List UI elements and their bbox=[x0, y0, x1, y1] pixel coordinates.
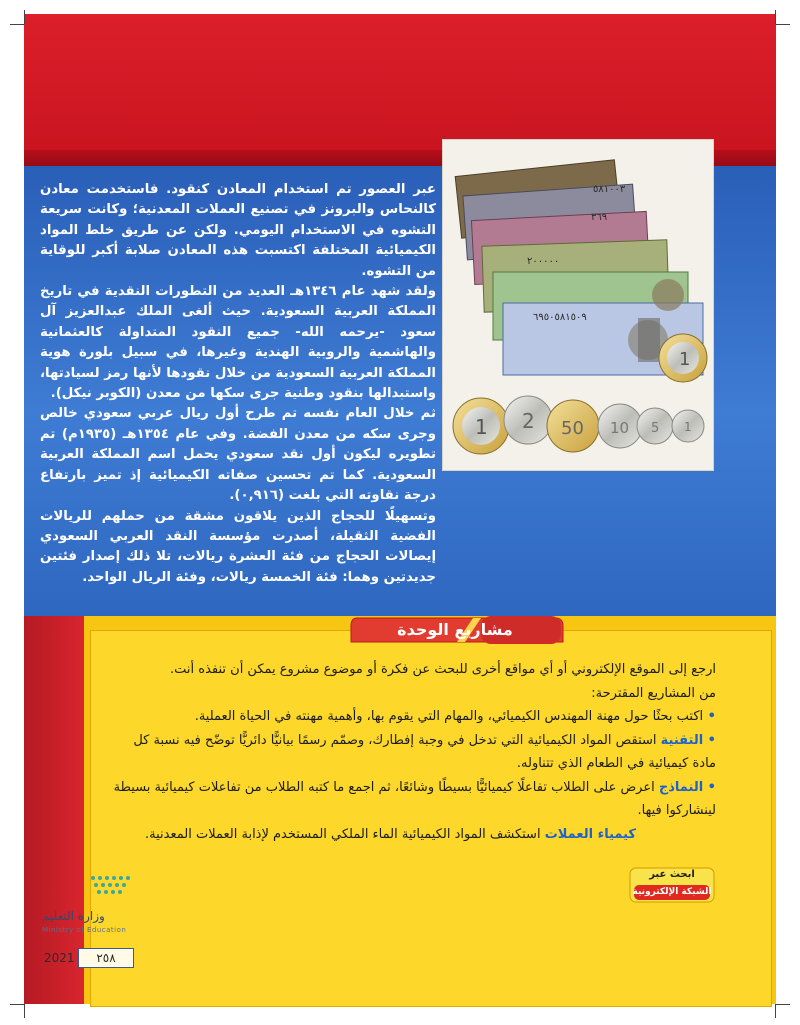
web-search-badge[interactable] bbox=[628, 866, 716, 904]
crop-mark bbox=[10, 1004, 24, 1005]
crop-mark bbox=[776, 24, 790, 25]
ministry-logo-icon bbox=[88, 872, 138, 902]
bullet-icon: • bbox=[703, 709, 716, 724]
crop-mark bbox=[24, 10, 25, 24]
ministry-name-arabic: وزارة التعليم bbox=[42, 909, 105, 923]
crop-mark bbox=[775, 1004, 776, 1018]
ministry-name-english: Ministry of Education bbox=[42, 926, 127, 934]
project-item bbox=[108, 705, 716, 729]
project-item-text: اعرض على الطلاب تفاعلًا كيميائيًّا بسيطًا وشائعًا، ثم اجمع ما كتبه الطلاب من تفاعلات كيميائية بسيطة لينشاركوا فيها. bbox=[113, 779, 716, 818]
projects-title: مشاريع الوحدة bbox=[397, 620, 513, 639]
project-item-text: استقص المواد الكيميائية التي تدخل في وجبة إفطارك، وصمّم رسمًا بيانيًّا دائريًّا توضّح فيه نسبة كل مادة كيميائية في الطعام الذي تتناوله. bbox=[133, 732, 716, 771]
svg-text:50: 50 bbox=[561, 418, 584, 439]
project-keyword: التقنية bbox=[660, 732, 704, 748]
crop-mark bbox=[776, 1004, 790, 1005]
svg-text:٢٠٠٠٠٠: ٢٠٠٠٠٠ bbox=[527, 256, 560, 267]
bullet-icon: • bbox=[703, 732, 716, 748]
crop-mark bbox=[24, 1004, 25, 1018]
left-red-band bbox=[24, 616, 84, 1004]
edition-year: 2021 bbox=[44, 951, 75, 965]
project-item bbox=[108, 729, 716, 776]
projects-list-title: من المشاريع المقترحة: bbox=[591, 685, 716, 701]
crop-mark bbox=[775, 10, 776, 24]
svg-text:10: 10 bbox=[610, 419, 630, 437]
web-badge-bottom-text: الشبكة الإلكترونية bbox=[632, 887, 712, 897]
page-number: ٢٥٨ bbox=[78, 948, 134, 968]
web-research-line bbox=[108, 823, 716, 847]
svg-text:2: 2 bbox=[522, 409, 535, 433]
ministry-logo-dots bbox=[88, 872, 138, 902]
currency-photo bbox=[443, 140, 713, 470]
web-research-text: استكشف المواد الكيميائية الماء الملكي المستخدم لإذابة العملات المعدنية. bbox=[145, 826, 541, 842]
svg-text:1: 1 bbox=[684, 420, 692, 434]
main-article bbox=[40, 180, 436, 588]
svg-text:5: 5 bbox=[651, 421, 660, 436]
projects-header bbox=[345, 614, 567, 646]
paragraph: وتسهيلًا للحجاج الذين يلاقون مشقة من حملهم للريالات الفضية الثقيلة، أصدرت مؤسسة النقد العربي السعودي إيصالات الحجاج من فئة العشرة ريالات، تلا ذلك إصدار فئتين جديدتين وهما: فئة الخمسة ريالات، وفئة الريال الواحد. bbox=[40, 508, 436, 585]
crop-mark bbox=[10, 24, 24, 25]
web-badge-top-text: ابحث عبر bbox=[649, 869, 695, 880]
svg-text:1: 1 bbox=[679, 349, 691, 370]
svg-text:٥٨١٠٠٣: ٥٨١٠٠٣ bbox=[593, 184, 626, 195]
projects-intro: ارجع إلى الموقع الإلكتروني أو أي مواقع أخرى للبحث عن فكرة أو موضوع مشروع يمكن أن تنفذه أنت. bbox=[170, 662, 716, 677]
web-research-keyword[interactable]: كيمياء العملات bbox=[544, 826, 636, 842]
paragraph: ولقد شهد عام ١٣٤٦هـ العديد من التطورات النقدية في تاريخ المملكة العربية السعودية. حيث ألغى الملك عبدالعزيز آل سعود -يرحمه الله- جميع النقود المتداولة كالعثمانية والهاشمية والروبية الهندية وغيرها، في سبيل بلورة هوية المملكة العربية السعودية من خلال نقودها لأنها رمز لسيادتها، واستبدالها بنقود وطنية جرى سكها من معدن (الكوبر نيكل). bbox=[39, 284, 436, 402]
svg-text:٣٦٩: ٣٦٩ bbox=[591, 212, 608, 223]
project-item bbox=[108, 776, 716, 823]
paragraph: ثم خلال العام نفسه تم طرح أول ريال عربي سعودي خالص وجرى سكه من معدن الفضة. وفي عام ١٣٥٤هـ (١٩٣٥م) تم تطويره ليكون أول نقد سعودي يحمل اسم المملكة العربية السعودية. كما تم تحسين صفاته الكيميائية إذ تميز بارتفاع درجة نقاوته التي بلغت (٠,٩١٦). bbox=[40, 406, 436, 504]
projects-content bbox=[108, 658, 716, 846]
top-red-banner bbox=[24, 14, 776, 160]
project-keyword: النماذج bbox=[658, 779, 704, 795]
svg-text:1: 1 bbox=[475, 415, 488, 439]
bullet-icon: • bbox=[703, 779, 716, 795]
project-item-text: اكتب بحثًا حول مهنة المهندس الكيميائي، والمهام التي يقوم بها، وأهمية مهنته في الحياة العملية. bbox=[194, 709, 704, 724]
svg-text:٦٩٥٠٥٨١٥٠٩: ٦٩٥٠٥٨١٥٠٩ bbox=[533, 312, 587, 323]
banknotes-and-coins-illustration bbox=[443, 140, 713, 470]
paragraph: عبر العصور تم استخدام المعادن كنقود. فاستخدمت معادن كالنحاس والبرونز في تصنيع العملات المعدنية؛ وكانت سريعة التشوه في الاستخدام اليومي. ولكن عن طريق خلط المواد الكيميائية المختلفة اكتسبت هذه المعادن صلابة أكبر للوقاية من التشوه. bbox=[40, 182, 436, 279]
